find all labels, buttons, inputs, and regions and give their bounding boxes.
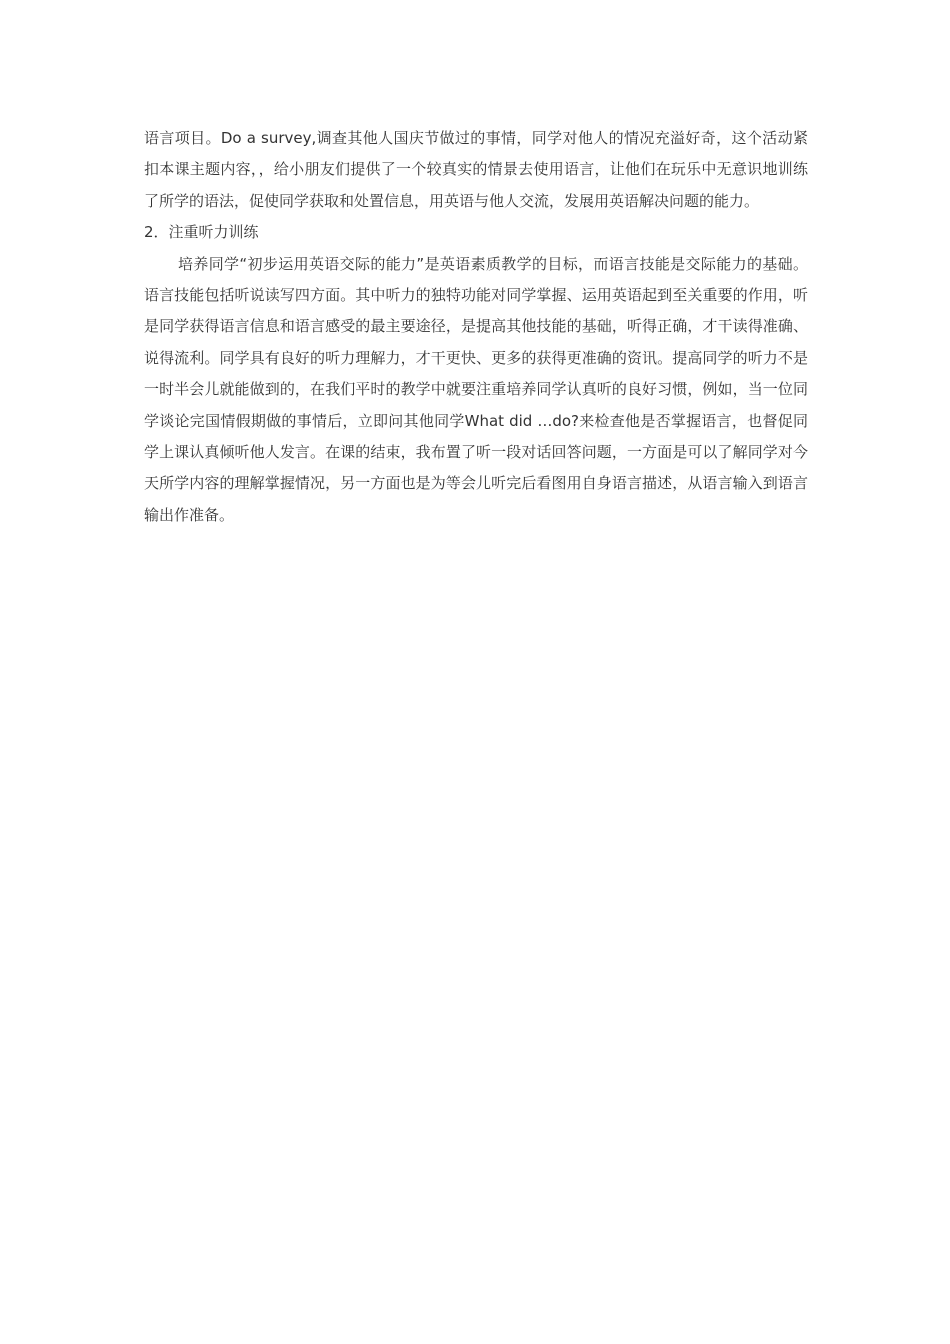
section-heading-listening: 2．注重听力训练 (144, 223, 259, 242)
document-body (144, 123, 808, 531)
paragraph-listening-training: 培养同学“初步运用英语交际的能力”是英语素质教学的目标，而语言技能是交际能力的基础。语言技能包括听说读写四方面。其中听力的独特功能对同学掌握、运用英语起到至关重要的作用，听是同学获得语言信息和语言感受的最主要途径，是提高其他技能的基础，听得正确，才干读得准确、说得流利。同学具有良好的听力理解力，才干更快、更多的获得更准确的资讯。提高同学的听力不是一时半会儿就能做到的，在我们平时的教学中就要注重培养同学认真听的良好习惯，例如，当一位同学谈论完国情假期做的事情后，立即问其他同学What did …do?来检查他是否掌握语言，也督促同学上课认真倾听他人发言。在课的结束，我布置了听一段对话回答问题，一方面是可以了解同学对今天所学内容的理解掌握情况，另一方面也是为等会儿听完后看图用自身语言描述，从语言输入到语言输出作准备。 (144, 254, 808, 524)
paragraph-survey-activity: 语言项目。Do a survey,调查其他人国庆节做过的事情，同学对他人的情况充溢好奇，这个活动紧扣本课主题内容，，给小朋友们提供了一个较真实的情景去使用语言，让他们在玩乐中无意识地训练了所学的语法，促使同学获取和处置信息，用英语与他人交流，发展用英语解决问题的能力。 (144, 129, 808, 210)
